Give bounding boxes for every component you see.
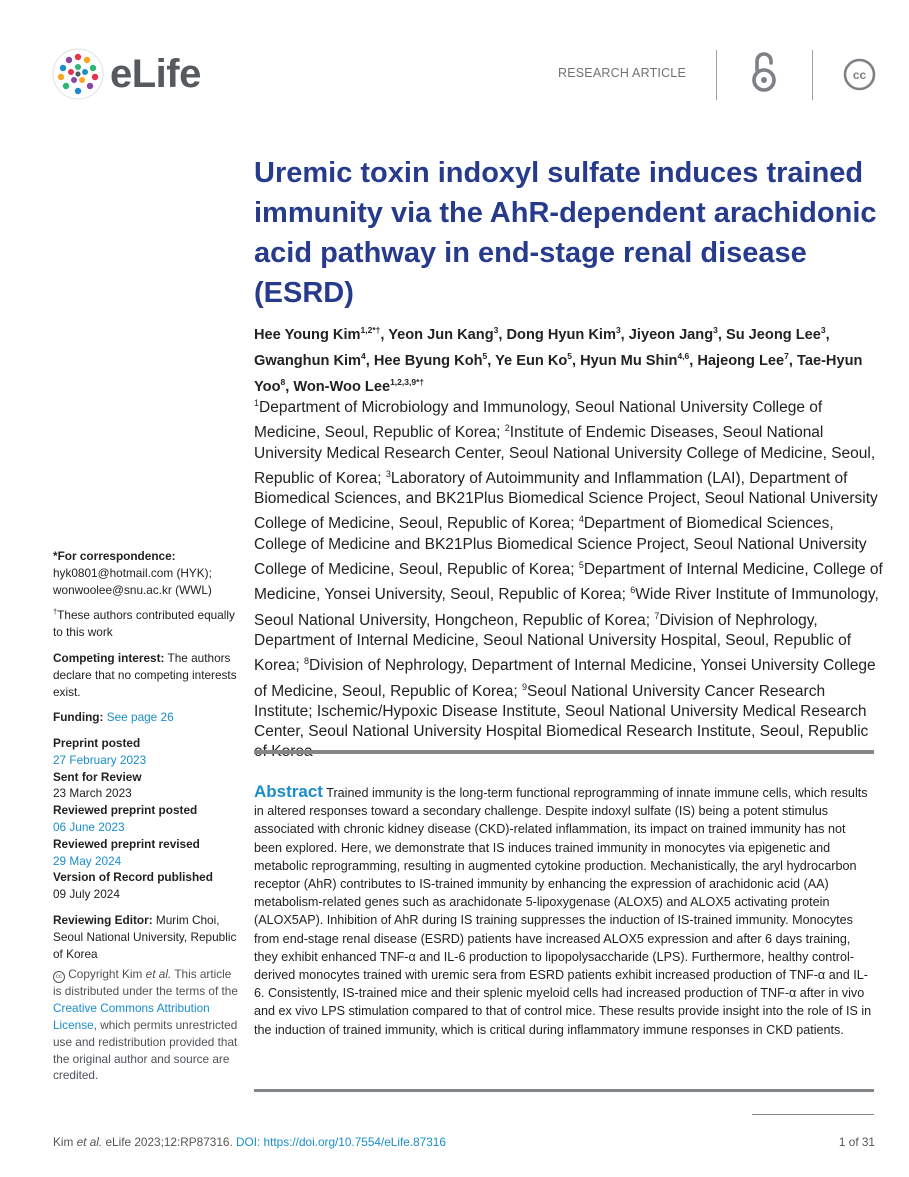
correspondence-label: *For correspondence: — [53, 549, 176, 563]
author-affiliation-mark: 5 — [482, 350, 488, 361]
license-link[interactable]: Creative Commons Attribution License — [53, 1001, 210, 1033]
doi-link[interactable]: https://doi.org/10.7554/eLife.87316 — [263, 1135, 446, 1149]
author-affiliation-mark: 3 — [615, 325, 621, 335]
header-divider — [812, 50, 813, 100]
affiliation-number: 6 — [630, 585, 636, 596]
affiliation-number: 4 — [578, 514, 584, 525]
author-name[interactable]: Gwanghun Kim — [254, 352, 362, 369]
header-divider — [716, 50, 717, 100]
author-affiliation-mark: 7 — [784, 350, 789, 361]
doi-label: DOI: — [236, 1135, 261, 1149]
contrib-mark: † — [53, 607, 58, 617]
page-number: 1 of 31 — [838, 1135, 875, 1149]
author-name[interactable]: Yeon Jun Kang — [388, 326, 494, 343]
author-name[interactable]: Dong Hyun Kim — [506, 326, 616, 343]
reviewed-posted-label: Reviewed preprint posted — [53, 803, 198, 818]
funding-link[interactable]: See page 26 — [106, 710, 174, 725]
author-name[interactable]: Hee Byung Koh — [373, 352, 483, 369]
vor-date: 09 July 2024 — [53, 887, 120, 902]
affiliation-number: 2 — [504, 423, 510, 434]
elife-dots-icon — [52, 48, 104, 100]
copyright-etal: et al. — [145, 967, 172, 982]
citation-journal: eLife 2023;12:RP87316. — [105, 1135, 233, 1149]
author-affiliation-mark: 8 — [280, 376, 286, 387]
author-affiliation-mark: 1,2*† — [360, 325, 381, 335]
affiliation-text: Laboratory of Autoimmunity and Inflammation (LAI), Department of Biomedical Sciences, and BK21Plus Biomedical Science Project, Seoul National University College of Medicine, Seoul, Republic of Korea — [254, 470, 878, 533]
author-name[interactable]: Hyun Mu Shin — [580, 352, 678, 369]
affiliation-text: Division of Nephrology, Department of Internal Medicine, Seoul National University Hospital, Seoul, Republic of Korea — [254, 611, 852, 675]
correspondence-initials: (HYK); — [176, 565, 212, 580]
affiliation-text: Wide River Institute of Immunology, Seoul National University, Hongcheon, Republic of Korea — [254, 586, 879, 629]
copyright-notice — [53, 966, 241, 1084]
open-access-icon[interactable] — [748, 50, 780, 94]
correspondence-email[interactable]: wonwoolee@snu.ac.kr — [53, 582, 172, 597]
competing-interest-label: Competing interest: — [53, 650, 165, 665]
affiliation-text: Institute of Endemic Diseases, Seoul National University Medical Research Center, Seoul National University College of Medicine, Seoul, Republic of Korea — [254, 424, 876, 488]
logo-text: eLife — [110, 52, 201, 96]
affiliations: $^1$Department of Microbiology and Immunology, Seoul National University College of Medicine, Seoul, Republic of Korea; $^2$Institute of Endemic Diseases, Seoul National University Medical Research Center, Seoul National University College of Medicine, Seoul, Republic of Korea; $^3$Laboratory of Autoimmunity and Inflammation (LAI), Department of Biomedical Sciences, and BK21Plus Biomedical Science Project, Seoul National University College of Medicine, Seoul, Republic of Korea; $^4$Department of Biomedical Sciences, College of Medicine and BK21Plus Biomedical Science Project, Seoul National University College of Medicine, Seoul, Republic of Korea; $^5$Department of Internal Medicine, College of Medicine, Yonsei University, Seoul, Republic of Korea; $^6$Wide River Institute of Immunology, Seoul National University, Hongcheon, Republic of Korea; $^7$Division of Nephrology, Department of Internal Medicine, Seoul National University Hospital, Seoul, Republic of Korea; $^8$Division of Nephrology, Department of Internal Medicine, Yonsei University College of Medicine, Seoul, Republic of Korea; $^9$Seoul National University Cancer Research Institute; Ischemic/Hypoxic Disease Institute, Seoul National University Medical Research Center, Seoul National University Hospital Biomedical Research Institute, Seoul, Republic — [254, 393, 884, 763]
competing-interest-text: The authors declare that no competing interests exist. — [53, 650, 237, 699]
abstract — [254, 783, 874, 1039]
reviewing-editor: Murim Choi, Seoul National University, Republic of Korea — [53, 913, 237, 961]
author-affiliation-mark: 5 — [567, 350, 573, 361]
author-affiliation-mark: 3 — [713, 325, 718, 335]
affiliation-text: Seoul National University Cancer Research Institute; Ischemic/Hypoxic Disease Institute, Seoul National University Medical Research Center, Seoul National University Hospital Biomedical Research Institute, Seoul, Republic — [254, 682, 869, 741]
equal-contribution-note: These authors contributed equally to this work — [53, 608, 235, 640]
reviewed-revised-date[interactable]: 29 May 2024 — [53, 853, 122, 868]
affiliation-text: Department of Internal Medicine, College of Medicine, Yonsei University, Seoul, Republic of Korea — [254, 561, 883, 604]
author-affiliation-mark: 3 — [493, 325, 499, 335]
affiliation-number: 3 — [385, 468, 391, 479]
article-type-label: RESEARCH ARTICLE — [557, 66, 686, 80]
affiliation-number: 8 — [304, 656, 310, 667]
author-name[interactable]: Hajeong Lee — [697, 352, 785, 369]
citation-etal: et al. — [76, 1135, 103, 1149]
author-name[interactable]: Won-Woo Lee — [293, 378, 391, 395]
correspondence-initials: (WWL) — [175, 582, 212, 597]
author-affiliation-mark: 4,6 — [677, 350, 690, 361]
author-name[interactable]: Tae-Hyun Yoo — [254, 352, 863, 395]
section-rule — [254, 750, 874, 754]
author-affiliation-mark: 1,2,3,9*† — [390, 376, 425, 387]
affiliation-number: 9 — [521, 681, 527, 692]
funding-label: Funding: — [53, 710, 104, 725]
preprint-posted-label: Preprint posted — [53, 736, 141, 751]
abstract-heading: Abstract — [254, 782, 323, 801]
affiliation-text: Department of Biomedical Sciences, College of Medicine and BK21Plus Biomedical Science Project, Seoul National University College of Medicine, Seoul, Republic of Korea — [254, 515, 867, 579]
author-affiliation-mark: 4 — [361, 350, 366, 361]
elife-logo[interactable] — [52, 48, 201, 100]
abstract-text: Trained immunity is the long-term functional reprogramming of innate immune cells, which results in altered responses toward a secondary challenge. Despite indoxyl sulfate (IS) being a potent stimulus associated with chronic kidney disease (CKD)-related inflammation, its impact on trained immunity has not been explored. Here, we demonstrate that IS induces trained immunity in monocytes via epigenetic and metabolic reprogramming, resulting in augmented cytokine production. Mechanistically, the aryl hydrocarbon receptor (AhR) contributes to IS-trained immunity by enhancing the expression of arachidonic acid (AA) metabolism-related genes such as arachidonate 5-lipoxygenase (ALOX5) and ALOX5 activating protein (ALOX5AP). Inhibition of AhR during IS training suppresses the induction of IS-trained immunity. Monocytes from end-stage renal disease (ESRD) patients have increased ALOX5 expression and after 6 days training, they exhibit enhanced TNF-α and IL-6 production to lipopolysaccharide (LPS). Furthermore, healthy control-derived monocytes trained with uremic sera from ESRD patients exhibit increased production of TNF-α and IL-6. Consistently, IS-trained mice and their splenic myeloid cells had increased production of TNF-α after in vivo and ex vivo LPS stimulation compared to that of control mice. These results provide insight into the role of IS in the induction of trained immunity, which is critical during inflammatory immune responses in CKD patients. — [254, 786, 872, 1037]
affiliation-text: Department of Microbiology and Immunology, Seoul National University College of Medicine, Seoul, Republic of Korea — [254, 399, 823, 442]
reviewing-editor-label: Reviewing Editor: — [53, 913, 153, 928]
footer-rule — [752, 1114, 874, 1115]
author-affiliation-mark: 3 — [820, 325, 826, 335]
citation-footer — [53, 1135, 446, 1149]
license-text: , which permits unrestricted use and redistribution provided that the original author and source are credited. — [53, 1018, 238, 1083]
reviewed-revised-label: Reviewed preprint revised — [53, 836, 200, 851]
svg-text:cc: cc — [852, 68, 867, 82]
copyright-icon: cc — [53, 971, 65, 983]
citation-author: Kim — [53, 1135, 74, 1149]
preprint-posted-date[interactable]: 27 February 2023 — [53, 752, 147, 767]
reviewed-posted-date[interactable]: 06 June 2023 — [53, 820, 125, 835]
sent-review-label: Sent for Review — [53, 769, 142, 784]
article-title: Uremic toxin indoxyl sulfate induces trained immunity via the AhR-dependent arachidonic acid pathway in end-stage renal disease (ESRD) — [254, 157, 877, 309]
author-list: Hee Young Kim$^{1,2*\dagger}$, Yeon Jun Kang$^3$, Dong Hyun Kim$^3$, Jiyeon Jang$^3$, Su Jeong Lee$^3$, Gwanghun Kim$^4$, Hee Byung Koh$^5$, Ye Eun Ko$^5$, Hyun Mu Shin$^{4,6}$, Hajeong Lee$^7$, Tae-Hyun Yoo$^8$, Won-Woo Lee$^{1,2,3,9*\dagger}$ — [254, 325, 863, 395]
affiliation-number: 7 — [654, 610, 660, 621]
affiliation-text: Division of Nephrology, Department of Internal Medicine, Yonsei University College of Medicine, Seoul, Republic of Korea — [254, 657, 876, 700]
affiliation-number: 5 — [578, 560, 584, 571]
correspondence-email[interactable]: hyk0801@hotmail.com — [53, 565, 174, 580]
copyright-holder: Copyright Kim — [68, 967, 143, 982]
author-name[interactable]: Hee Young Kim — [254, 326, 361, 343]
cc-license-icon[interactable] — [843, 58, 876, 91]
vor-label: Version of Record published — [53, 870, 213, 885]
affiliation-number: 1 — [254, 398, 260, 408]
author-name[interactable]: Su Jeong Lee — [725, 326, 821, 343]
article-sidebar — [53, 548, 241, 1084]
section-rule — [254, 1089, 874, 1092]
sent-review-date: 23 March 2023 — [53, 786, 132, 801]
author-name[interactable]: Ye Eun Ko — [495, 352, 568, 369]
copyright-text: This article is distributed under the terms of the — [53, 967, 238, 999]
author-name[interactable]: Jiyeon Jang — [628, 326, 714, 343]
